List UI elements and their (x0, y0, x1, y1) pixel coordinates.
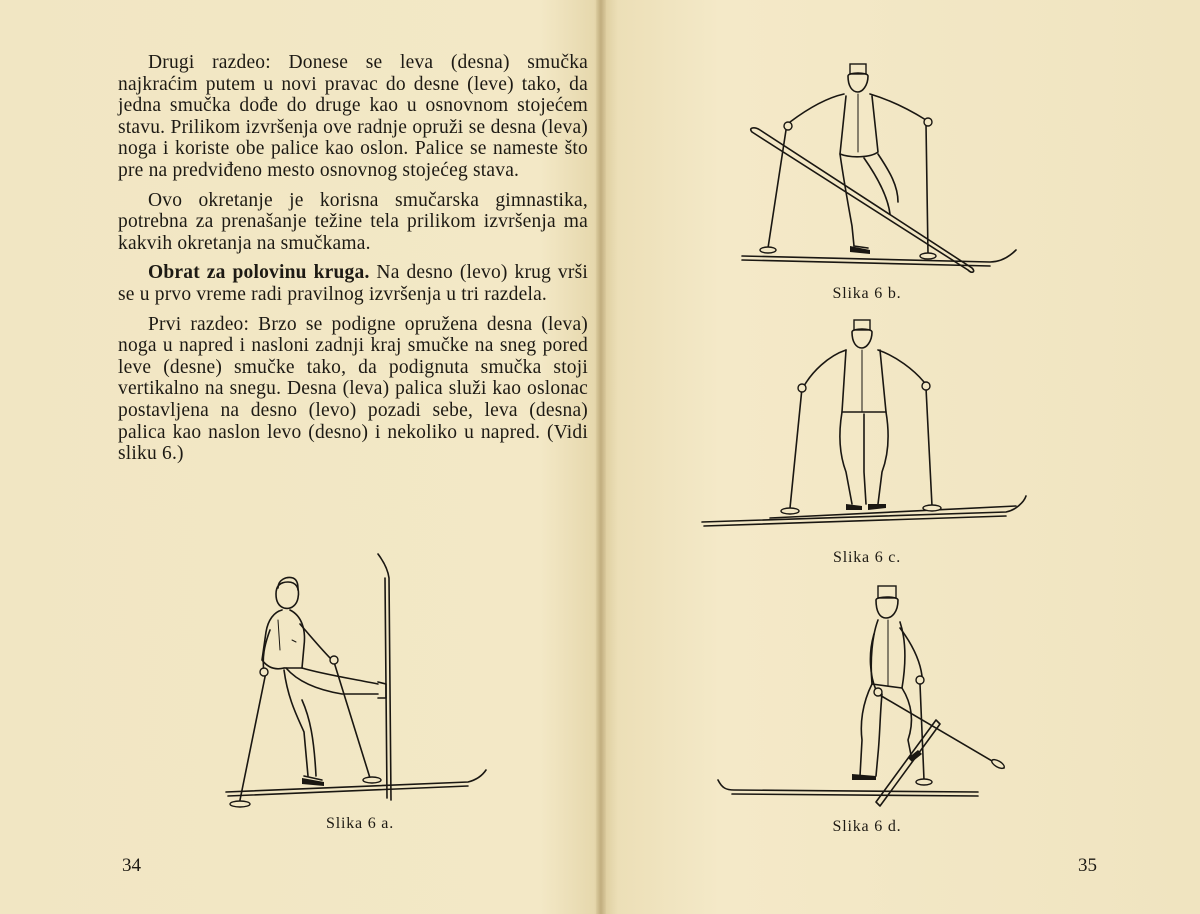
right-page (600, 0, 1200, 914)
section-heading: Obrat za polovinu kruga. (148, 262, 370, 284)
figure-6b-illustration (740, 58, 1030, 278)
body-text (118, 52, 588, 473)
page-number-right: 35 (1078, 855, 1097, 876)
figure-6c-illustration (696, 316, 1032, 530)
paragraph-2: Ovo okretanje je korisna smučarska gimnastika, potrebna za prenašanje težine tela prilikom izvršenja ma kakvih okretanja na smučkama. (118, 189, 588, 254)
figure-6a-caption: Slika 6 a. (326, 815, 394, 832)
page-number-left: 34 (122, 855, 141, 876)
paragraph-1: Drugi razdeo: Donese se leva (desna) smučka najkraćim putem u novi pravac do desne (leve) tako, da jedna smučka dođe do druge kao u osnovnom stojećem stavu. Prilikom izvršenja ove radnje opruži se desna (leva) noga i koriste obe palice kao oslon. Palice se nameste što pre na predviđeno mesto osnovnog stojećeg stava. (118, 52, 588, 181)
paragraph-3: Obrat za polovinu kruga. Na desno (levo) krug vrši se u prvo vreme radi pravilnog izvršenja u tri razdela. (118, 262, 588, 305)
figure-6a-illustration (218, 550, 493, 812)
figure-6b-caption: Slika 6 b. (832, 285, 902, 302)
figure-6c-caption: Slika 6 c. (833, 549, 901, 566)
figure-6d-illustration (712, 584, 1012, 810)
figure-6d-caption: Slika 6 d. (832, 818, 902, 835)
paragraph-4: Prvi razdeo: Brzo se podigne opružena desna (leva) noga u napred i nasloni zadnji kraj smučke na sneg pored leve (desne) smučke tako, da podignuta smučka stoji vertikalno na snegu. Desna (leva) palica služi kao oslonac postavljena na desno (levo) pozadi sebe, leva (desna) palica kao naslon levo (desno) i nekoliko u napred. (Vidi sliku 6.) (118, 313, 588, 465)
